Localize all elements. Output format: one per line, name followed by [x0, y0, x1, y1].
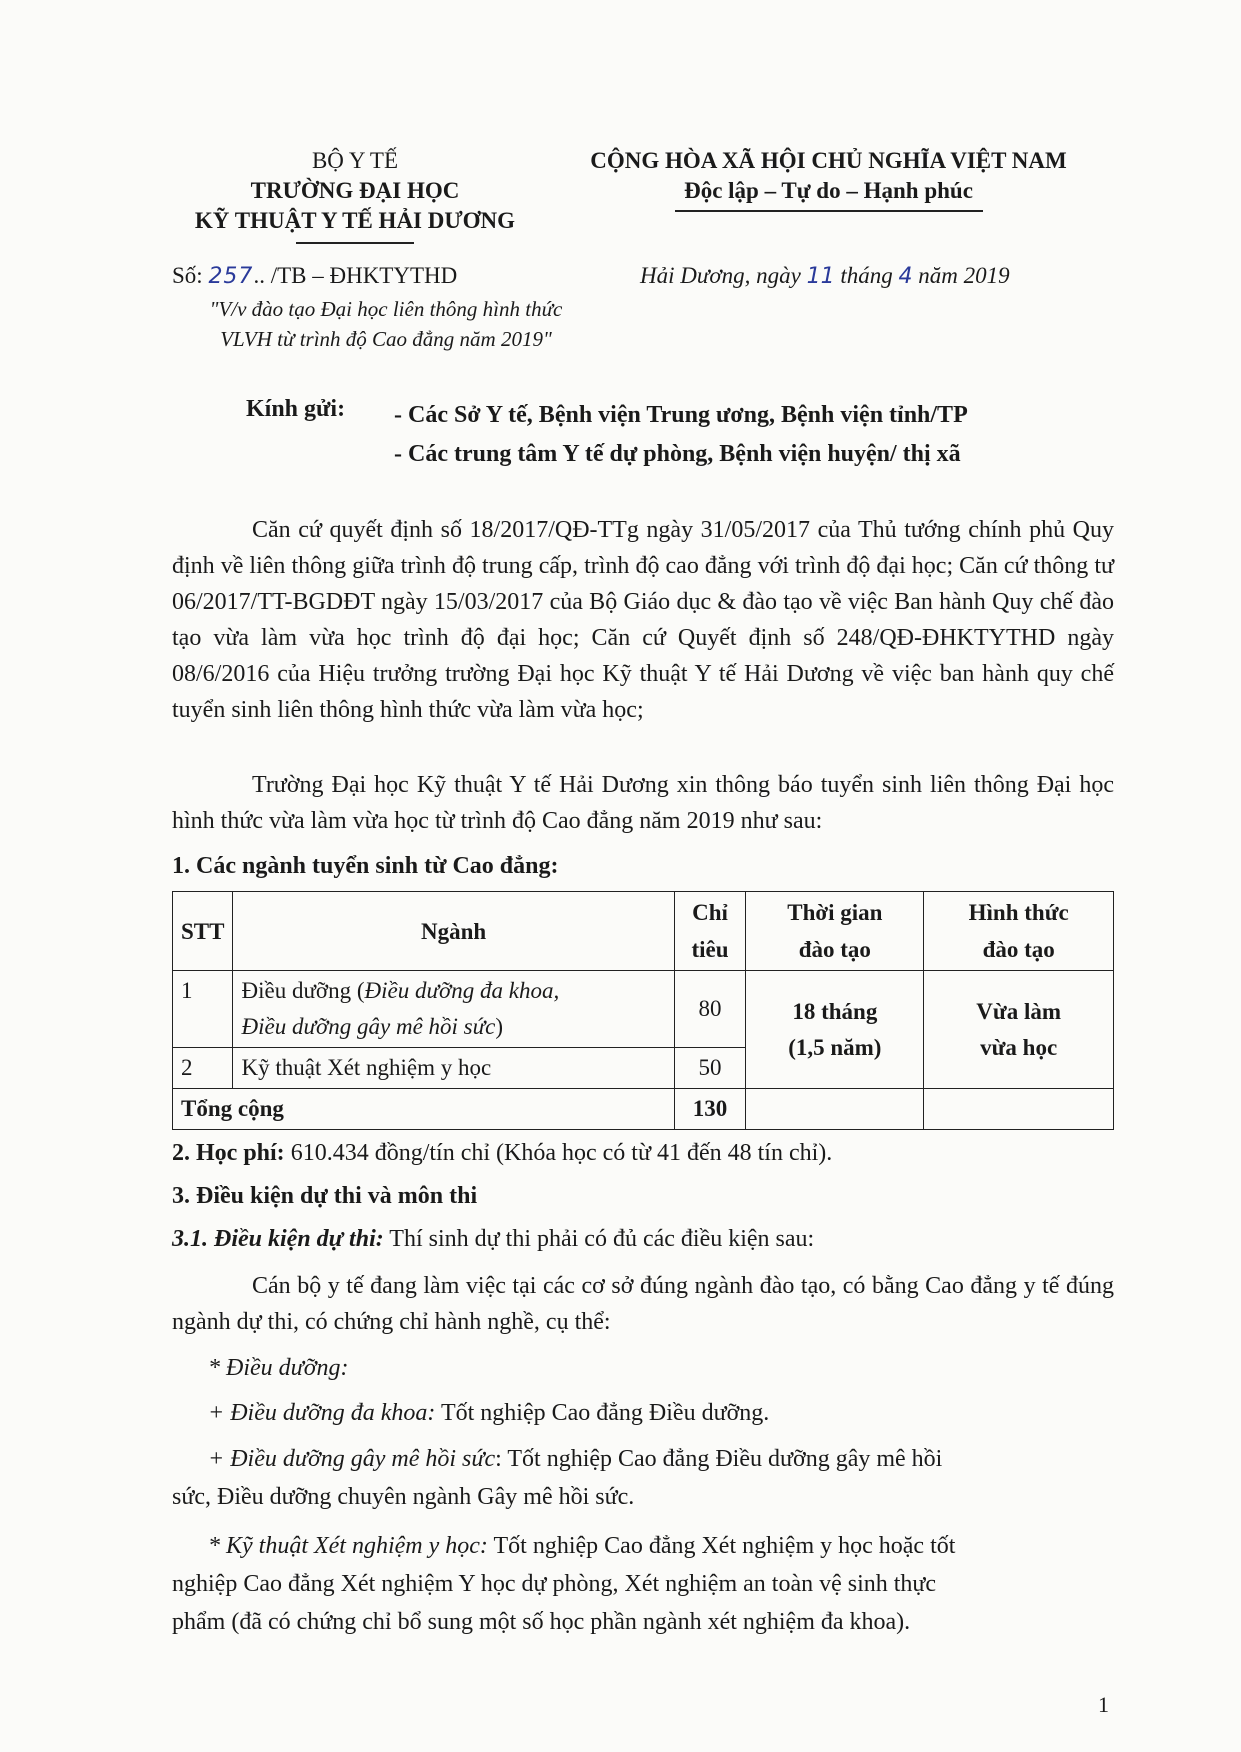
anesthesia-nursing-line: + Điều dưỡng gây mê hồi sức: Tốt nghiệp Cao đẳng Điều dưỡng gây mê hồi [208, 1446, 943, 1472]
anesthesia-nursing-line2: sức, Điều dưỡng chuyên ngành Gây mê hồi sức. [172, 1484, 635, 1510]
school-name-line2: KỸ THUẬT Y TẾ HẢI DƯƠNG [194, 208, 516, 233]
table-row [173, 971, 1114, 1048]
header-duration: Thời gian đào tạo [746, 892, 924, 971]
row-major: Kỹ thuật Xét nghiệm y học [233, 1048, 674, 1089]
page-number: 1 [1098, 1692, 1109, 1717]
header-major: Ngành [233, 892, 674, 971]
row-quota: 80 [674, 971, 746, 1048]
eligibility-label: 3.1. Điều kiện dự thi: [172, 1226, 384, 1252]
recipients-list [394, 396, 968, 474]
issuer-block [150, 146, 560, 244]
nursing-label: * Điều dưỡng: [208, 1355, 349, 1381]
document-number: Số: 257.. /TB – ĐHKTYTHD [172, 263, 458, 289]
handwritten-day: 11 [806, 264, 835, 289]
lab-tech-line: * Kỹ thuật Xét nghiệm y học: Tốt nghiệp Cao đẳng Xét nghiệm y học hoặc tốt [208, 1533, 956, 1559]
subject-line2: VLVH từ trình độ Cao đẳng năm 2019" [220, 327, 552, 351]
issuer-underline [296, 242, 414, 244]
row-stt: 1 [173, 971, 233, 1048]
date-prefix: Hải Dương, ngày [640, 263, 801, 288]
tuition-text: 610.434 đồng/tín chỉ (Khóa học có từ 41 đến 48 tín chỉ). [284, 1140, 833, 1166]
lab-tech-line3: phẩm (đã có chứng chỉ bổ sung một số học phần ngành xét nghiệm đa khoa). [172, 1609, 911, 1635]
handwritten-number: 257 [208, 264, 254, 289]
ministry-name: BỘ Y TẾ [311, 148, 399, 173]
table-total-row [173, 1089, 1114, 1130]
general-nursing-line: + Điều dưỡng đa khoa: Tốt nghiệp Cao đẳng Điều dưỡng. [208, 1400, 770, 1426]
header-mode: Hình thức đào tạo [924, 892, 1114, 971]
eligibility-intro: Cán bộ y tế đang làm việc tại các cơ sở đúng ngành đào tạo, có bằng Cao đẳng y tế đúng ngành dự thi, có chứng chỉ hành nghề, cụ thể: [172, 1273, 1114, 1335]
table-header-row [173, 892, 1114, 971]
eligibility-line [172, 1226, 814, 1253]
total-label: Tổng cộng [173, 1089, 675, 1130]
national-title-block [556, 146, 1101, 212]
subject-line1: "V/v đào tạo Đại học liên thông hình thức [209, 297, 563, 321]
announcement-paragraph: Trường Đại học Kỹ thuật Y tế Hải Dương xin thông báo tuyển sinh liên thông Đại học hình thức vừa làm vừa học từ trình độ Cao đẳng năm 2019 như sau: [172, 772, 1114, 834]
eligibility-text: Thí sinh dự thi phải có đủ các điều kiện sau: [383, 1226, 815, 1252]
row-stt: 2 [173, 1048, 233, 1089]
majors-table [172, 891, 1114, 1130]
tuition-label: 2. Học phí: [172, 1140, 285, 1166]
number-label: Số: [172, 263, 203, 288]
recipient-line2: - Các trung tâm Y tế dự phòng, Bệnh viện huyện/ thị xã [394, 441, 961, 467]
row-major: Điều dưỡng (Điều dưỡng đa khoa, Điều dưỡng gây mê hồi sức) [233, 971, 674, 1048]
school-name-line1: TRƯỜNG ĐẠI HỌC [250, 178, 460, 203]
country-name: CỘNG HÒA XÃ HỘI CHỦ NGHĨA VIỆT NAM [590, 148, 1067, 173]
header-quota: Chỉ tiêu [674, 892, 746, 971]
legal-basis-paragraph: Căn cứ quyết định số 18/2017/QĐ-TTg ngày 31/05/2017 của Thủ tướng chính phủ Quy định về liên thông giữa trình độ trung cấp, trình độ cao đẳng với trình độ đại học; Căn cứ thông tư 06/2017/TT-BGDĐT ngày 15/03/2017 của Bộ Giáo dục & đào tạo về việc Ban hành Quy chế đào tạo vừa làm vừa học trình độ đại học; Căn cứ Quyết định số 248/QĐ-ĐHKTYTHD ngày 08/6/2016 của Hiệu trưởng trường Đại học Kỹ thuật Y tế Hải Dương về việc ban hành quy chế tuyển sinh liên thông hình thức vừa làm vừa học; [172, 517, 1114, 723]
document-subject [166, 294, 606, 354]
national-motto: Độc lập – Tự do – Hạnh phúc [684, 178, 973, 203]
motto-underline [675, 210, 983, 212]
row-quota: 50 [674, 1048, 746, 1089]
number-suffix: /TB – ĐHKTYTHD [270, 263, 458, 288]
recipients-label: Kính gửi: [246, 396, 346, 422]
section3-title: 3. Điều kiện dự thi và môn thi [172, 1183, 478, 1209]
recipient-line1: - Các Sở Y tế, Bệnh viện Trung ương, Bệnh viện tỉnh/TP [394, 402, 968, 428]
handwritten-month: 4 [898, 264, 913, 289]
date-month-label: tháng [840, 263, 893, 288]
lab-tech-line2: nghiệp Cao đẳng Xét nghiệm Y học dự phòng, Xét nghiệm an toàn vệ sinh thực [172, 1571, 937, 1597]
section1-title: 1. Các ngành tuyển sinh từ Cao đẳng: [172, 853, 559, 879]
tuition-line [172, 1140, 832, 1167]
mode-cell: Vừa làm vừa học [924, 971, 1114, 1089]
issue-date [640, 263, 1010, 289]
duration-cell: 18 tháng (1,5 năm) [746, 971, 924, 1089]
date-year: năm 2019 [918, 263, 1010, 288]
total-value: 130 [674, 1089, 746, 1130]
header-stt: STT [173, 892, 233, 971]
